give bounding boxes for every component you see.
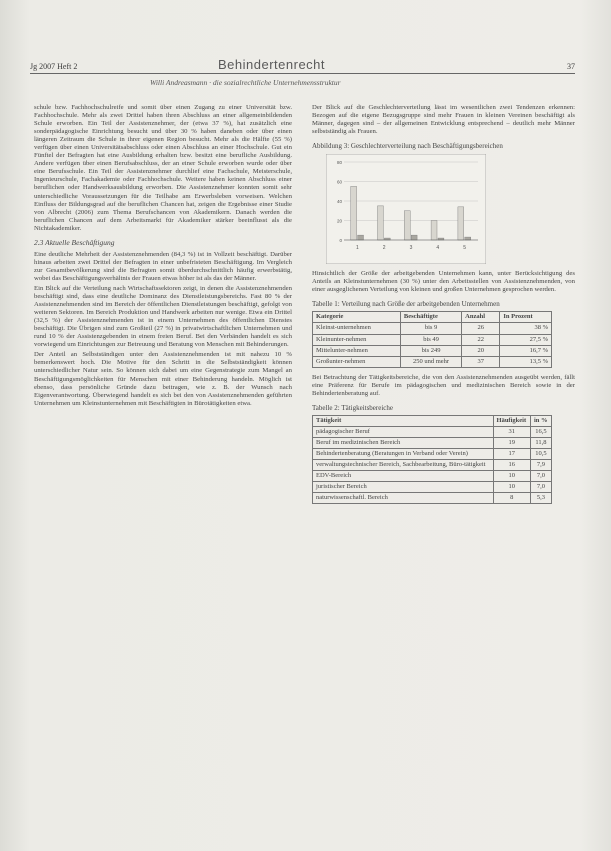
table-cell: 250 und mehr [400, 356, 461, 367]
company-size-table [312, 311, 552, 367]
table1-header: In Prozent [500, 312, 552, 323]
table-row [313, 426, 552, 437]
table-cell: bis 249 [400, 345, 461, 356]
table-cell: 16,5 [530, 426, 551, 437]
table-cell: verwaltungstechnischer Bereich, Sachbearbeitung, Büro-tätigkeit [313, 460, 494, 471]
table-row [313, 334, 552, 345]
figure-caption: Abbildung 3: Geschlechterverteilung nach Beschäftigungsbereichen [312, 142, 503, 151]
page-header [30, 57, 575, 76]
table-cell: 7,0 [530, 482, 551, 493]
table-cell: Mittelunter-nehmen [313, 345, 401, 356]
x-tick-label: 3 [409, 245, 413, 252]
table-cell: 11,8 [530, 437, 551, 448]
journal-title: Behindertenrecht [218, 57, 326, 72]
table-cell: 10 [493, 471, 530, 482]
chart-bar [378, 206, 384, 240]
left-paragraph-1: schule bzw. Fachhochschulreife und somit über einen Zugang zu einer Universität bzw. Fachhochschule. Mehr als zwei Drittel haben ihren Abschluss an einer allgemeinbildenden Schule erworben. Ein Teil der Assistenznehmer, der (etwa 37 %), hat zusätzlich eine sonderpädagogische Einrichtung besucht und über 30 % haben daneben oder über einen längeren Zeitraum die Schule in ihrer eigenen Region besucht. Mehr als die Hälfte (55 %) verfügen über einen Universitätsabschluss oder einen Abschluss an einer Hochschule. Gut ein Fünftel der Befragten hat eine Ausbildung erhalten bzw. besitzt eine berufliche Ausbildung. Andere verfügen über einen Berufsabschluss, der an einer Schule erworben wurde oder über eine Berufsschule. Ein Teil der Assistenznehmer durchlief eine Fachschule, Meisterschule, Ingenieurschule, Fachakademie oder Fachhochschule. Weitere haben keinen Abschluss einer beruflichen oder Handwerksausbildung erworben. Die Assistenznehmer konnten somit sehr unterschiedliche Voraussetzungen für die Teilhabe am Erwerbsleben vorweisen. Welchen Einfluss der Bildungsgrad auf die beruflichen Chancen hat, zeigen die Ergebnisse einer Studie von Albrecht (2006) zum Thema Berufschancen von Akademikern. Danach werden die beruflichen Chancen auf dem Arbeitsmarkt für Akademiker stärker beeinflusst als die Nichtakademiker. [34, 104, 292, 232]
table-cell: naturwissenschaftl. Bereich [313, 493, 494, 504]
table-cell: 26 [462, 323, 500, 334]
table-row [313, 345, 552, 356]
table-cell: Kleinst-unternehmen [313, 323, 401, 334]
y-tick-label: 80 [336, 160, 342, 166]
y-tick-label: 20 [336, 218, 342, 224]
y-tick-label: 0 [339, 238, 342, 244]
table-cell: juristischer Bereich [313, 482, 494, 493]
left-paragraph-2: Eine deutliche Mehrheit der Assistenznehmenden (84,3 %) ist in Vollzeit beschäftigt. Darüber hinaus arbeiten zwei Drittel der Befragten in einer unbefristeten Beschäftigung. Im Vergleich zur Gesamtbevölkerung sind die Befragten somit überdurchschnittlich häufig erwerbstätig, wobei das Beschäftigungsverhältnis der Frauen etwas höher ist als das der Männer. [34, 250, 292, 282]
chart-svg [326, 154, 486, 264]
x-tick-label: 1 [356, 245, 359, 252]
table2-header-row [313, 415, 552, 426]
table-row [313, 493, 552, 504]
table-row [313, 448, 552, 459]
table-cell: 37 [462, 356, 500, 367]
x-tick-label: 5 [463, 245, 466, 252]
section-title: 2.3 Aktuelle Beschäftigung [34, 237, 115, 247]
table-cell: Großunter-nehmen [313, 356, 401, 367]
table-cell: 19 [493, 437, 530, 448]
table2-header: Tätigkeit [313, 415, 494, 426]
table1-header-row [313, 312, 552, 323]
right-paragraph-3: Bei Betrachtung der Tätigkeitsbereiche, die von den Assistenznehmenden ausgeübt werden, fällt eine Präferenz für Berufe im pädagogischen und medizinischen Bereich sowie in der Behindertenberatung auf. [312, 373, 575, 397]
table-row [313, 356, 552, 367]
x-tick-label: 2 [382, 245, 386, 252]
chart-bar [358, 235, 364, 240]
table-cell: Kleinunter-nehmen [313, 334, 401, 345]
table-cell: 16,7 % [500, 345, 552, 356]
table-cell: 16 [493, 460, 530, 471]
table-cell: 27,5 % [500, 334, 552, 345]
table-cell: 38 % [500, 323, 552, 334]
chart-bar [458, 207, 464, 240]
activity-table [312, 415, 552, 504]
table-cell: Beruf im medizinischen Bereich [313, 437, 494, 448]
chart-bar [431, 221, 437, 241]
table-cell: bis 49 [400, 334, 461, 345]
left-column [34, 104, 292, 410]
table1-header: Anzahl [462, 312, 500, 323]
right-paragraph-2: Hinsichtlich der Größe der arbeitgebenden Unternehmen kann, unter Berücksichtigung des Anteils an Kleinstunternehmen (30 %) unter den Arbeitsstellen von Assistenznehmenden, von einer ausgeglichenen Verteilung von kleinen und großen Unternehmen gesprochen werden. [312, 270, 575, 294]
table-cell: 5,3 [530, 493, 551, 504]
right-column [312, 104, 575, 504]
table-cell: Behindertenberatung (Beratungen in Verband oder Verein) [313, 448, 494, 459]
bar-chart [326, 154, 486, 264]
table-cell: 7,0 [530, 471, 551, 482]
chart-bar [404, 211, 410, 240]
table-cell: EDV-Bereich [313, 471, 494, 482]
table-row [313, 482, 552, 493]
left-paragraph-3: Ein Blick auf die Verteilung nach Wirtschaftssektoren zeigt, in denen die Assistenznehmenden beschäftigt sind, dass eine deutliche Dominanz des Dienstleistungsbereichs. Fast 80 % der Assistenznehmenden sind im Bereich der öffentlichen Dienstleistungen beschäftigt, gefolgt von weiteren Sektoren. Im Bereich Produktion und Handwerk arbeiten nur wenige. Etwa ein Drittel (32,5 %) der Assistenznehmenden ist in einem Unternehmen des öffentlichen Dienstes beschäftigt. Die Übrigen sind zum Großteil (27 %) in privatwirtschaftlichen Unternehmen und rund 10 % der Assistenzgebenden in einem freien Beruf. Bei den Verbänden handelt es sich vorwiegend um Einrichtungen zur Betreuung und Beratung von Menschen mit Behinderungen. [34, 284, 292, 349]
y-tick-label: 40 [336, 199, 342, 205]
page-number: 37 [567, 62, 575, 71]
table1-caption: Tabelle 1: Verteilung nach Größe der arbeitgebenden Unternehmen [312, 300, 500, 309]
table-row [313, 437, 552, 448]
table1-header: Kategorie [313, 312, 401, 323]
journal-issue: Jg 2007 Heft 2 [30, 62, 78, 71]
table-cell: 10,5 [530, 448, 551, 459]
chart-bar [411, 235, 417, 240]
table-cell: 20 [462, 345, 500, 356]
table-cell: 22 [462, 334, 500, 345]
table-cell: 10 [493, 482, 530, 493]
table-row [313, 460, 552, 471]
table-row [313, 323, 552, 334]
table-cell: 31 [493, 426, 530, 437]
chart-bar [465, 237, 471, 240]
table1-header: Beschäftigte [400, 312, 461, 323]
table-cell: 17 [493, 448, 530, 459]
x-tick-label: 4 [436, 245, 440, 252]
table-cell: 8 [493, 493, 530, 504]
table-cell: 13,5 % [500, 356, 552, 367]
table-cell: bis 9 [400, 323, 461, 334]
table2-header: in % [530, 415, 551, 426]
left-paragraph-4: Der Anteil an Selbstständigen unter den Assistenznehmenden ist mit nahezu 10 % bemerkenswert hoch. Die Motive für den Schritt in die Selbstständigkeit können unterschiedlicher Natur sein. So können sich dabei um eine Gegenstrategie zum Mangel an Beschäftigungsmöglichkeiten für Menschen mit einer Behinderung handeln. Möglich ist ebenso, dass persönliche Gründe dazu beitragen, wie z. B. der Wunsch nach Eigenverantwortung. Überwiegend handelt es sich bei den von Assistenznehmenden geführten Unternehmen um Kleinstunternehmen mit Beschäftigten in Bürotätigkeiten etwa. [34, 351, 292, 407]
right-paragraph-1: Der Blick auf die Geschlechterverteilung lässt im wesentlichen zwei Tendenzen erkennen: Bezogen auf die eigene Bezugsgruppe sind mehr Frauen in kleinen Vereinen beschäftigt als Männer, dagegen sind – der allgemeinen Entwicklung entsprechend – deutlich mehr Männer selbstständig als Frauen. [312, 104, 575, 136]
table-cell: 7,9 [530, 460, 551, 471]
running-subtitle: Willi Andreasmann · die sozialrechtliche Unternehmensstruktur [150, 78, 341, 87]
table2-caption: Tabelle 2: Tätigkeitsbereiche [312, 403, 394, 412]
chart-bar [351, 187, 357, 241]
table2-header: Häufigkeit [493, 415, 530, 426]
header-rule [30, 73, 575, 74]
table-cell: pädagogischer Beruf [313, 426, 494, 437]
y-tick-label: 60 [336, 179, 342, 185]
table-row [313, 471, 552, 482]
